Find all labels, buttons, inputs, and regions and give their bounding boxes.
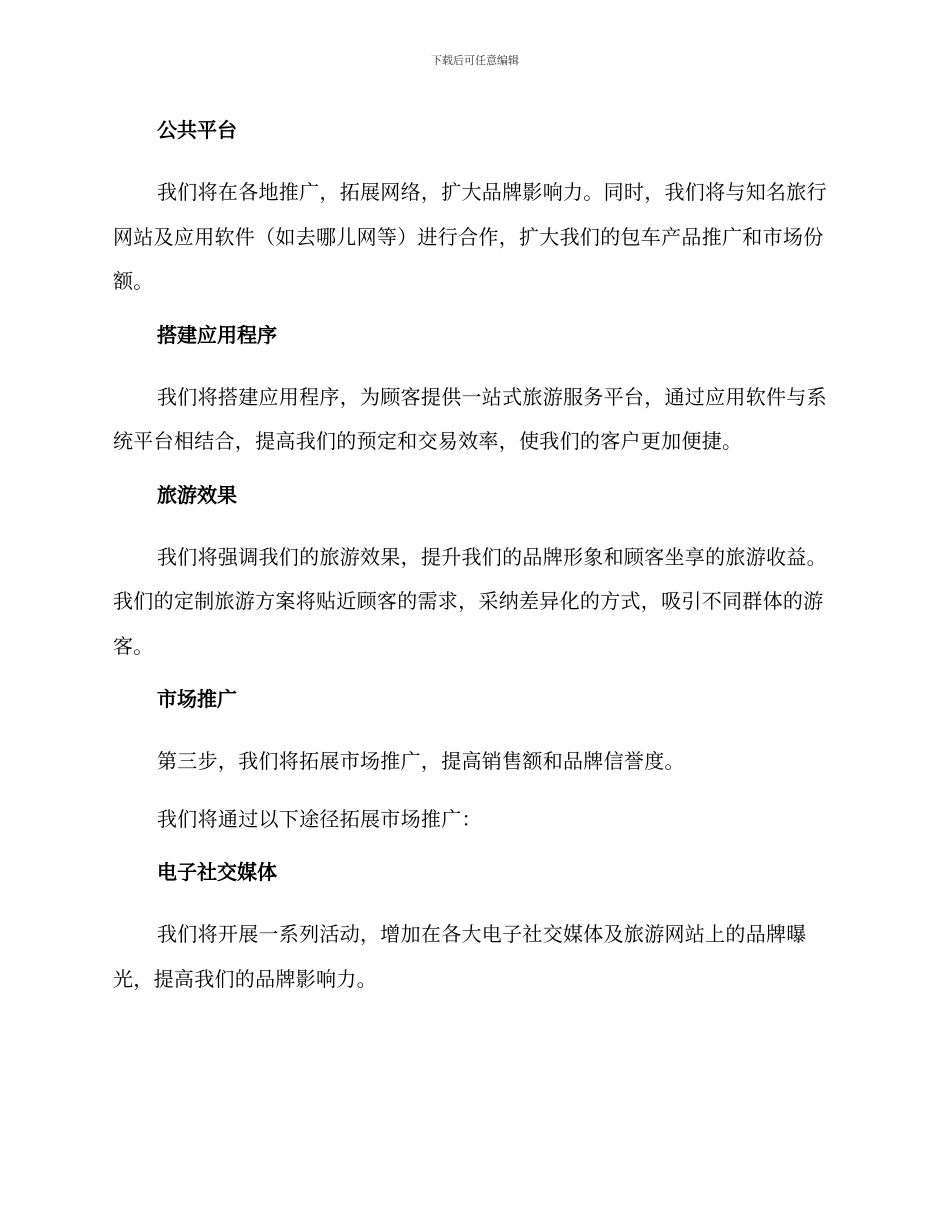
paragraph-public-platform: 我们将在各地推广，拓展网络，扩大品牌影响力。同时，我们将与知名旅行网站及应用软件（如去哪儿网等）进行合作，扩大我们的包车产品推广和市场份额。 — [113, 180, 827, 293]
paragraph-marketing-channels: 我们将通过以下途径拓展市场推广： — [157, 806, 482, 831]
section-heading-marketing: 市场推广 — [157, 687, 237, 711]
paragraph-social-media: 我们将开展一系列活动，增加在各大电子社交媒体及旅游网站上的品牌曝光，提高我们的品牌影响力。 — [113, 922, 807, 991]
document-body — [113, 112, 833, 1001]
paragraph-travel-effect: 我们将强调我们的旅游效果，提升我们的品牌形象和顾客坐享的旅游收益。我们的定制旅游方案将贴近顾客的需求，采纳差异化的方式，吸引不同群体的游客。 — [113, 544, 827, 658]
section-heading-social-media: 电子社交媒体 — [157, 860, 277, 884]
page-header-note: 下载后可任意编辑 — [431, 54, 519, 67]
section-heading-build-app: 搭建应用程序 — [157, 322, 277, 347]
paragraph-marketing-step: 第三步，我们将拓展市场推广，提高销售额和品牌信誉度。 — [157, 749, 685, 773]
paragraph-build-app: 我们将搭建应用程序，为顾客提供一站式旅游服务平台，通过应用软件与系统平台相结合，提高我们的预定和交易效率，使我们的客户更加便捷。 — [113, 384, 827, 453]
section-heading-public-platform: 公共平台 — [157, 118, 237, 142]
section-heading-travel-effect: 旅游效果 — [157, 482, 237, 507]
